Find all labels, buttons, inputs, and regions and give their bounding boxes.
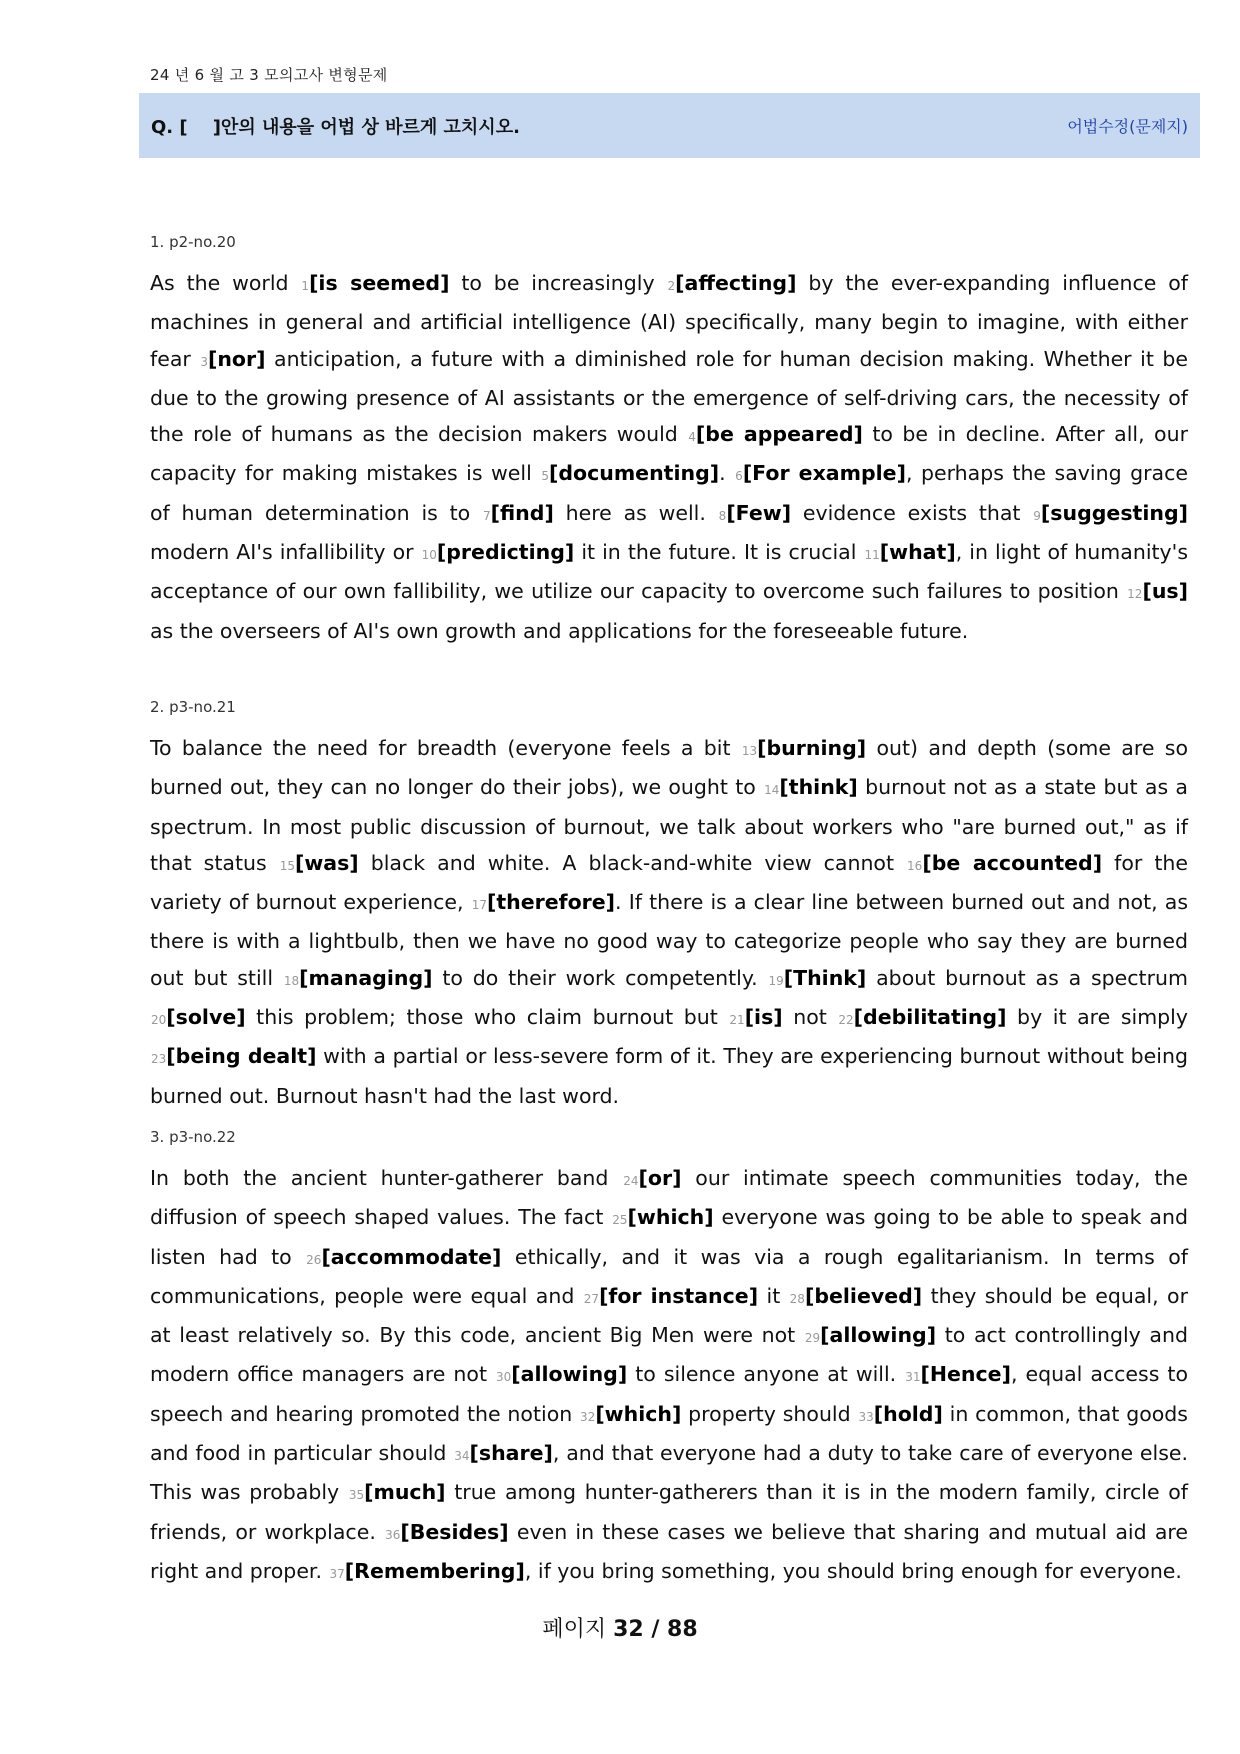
passage-text-segment: , and that everyone had a duty to take care of everyone else. This was probably <box>150 1441 1189 1505</box>
grammar-item <box>789 1284 923 1308</box>
bracketed-expression: [find] <box>490 500 554 525</box>
grammar-item <box>305 1245 501 1269</box>
bracketed-expression: [which] <box>627 1205 714 1230</box>
passage-text-segment: , perhaps the saving grace of human determination is to <box>150 461 1188 525</box>
passage-text-segment: it <box>758 1283 789 1308</box>
item-number: 22 <box>838 1013 854 1028</box>
passage-text <box>150 265 1188 649</box>
passage-text-segment: As the world <box>150 271 301 295</box>
item-number: 4 <box>688 430 696 445</box>
passage-text-segment: to be increasingly <box>449 271 667 295</box>
passage-text-segment: ethically, and it was via a rough egalitarianism. In terms of communications, people were equal and <box>150 1244 1188 1308</box>
passage-text-segment: for the variety of burnout experience, <box>150 850 1188 915</box>
grammar-item <box>718 501 791 525</box>
bracketed-expression: [Remembering] <box>344 1558 525 1583</box>
item-number: 24 <box>623 1174 639 1188</box>
item-number: 14 <box>764 783 780 798</box>
grammar-item <box>804 1323 936 1347</box>
passage-text-segment: black and white. A black-and-white view cannot <box>358 850 907 875</box>
bracketed-expression: [which] <box>595 1401 682 1426</box>
grammar-item <box>283 966 433 990</box>
bracketed-expression: [solve] <box>166 1005 246 1030</box>
passage-text-segment: this problem; those who claim burnout but <box>245 1005 729 1030</box>
page-separator: / <box>643 1617 668 1642</box>
passage-text-segment: they should be equal, or at least relatively so. By this code, ancient Big Men were not <box>150 1283 1188 1348</box>
bracketed-expression: [debilitating] <box>853 1005 1007 1030</box>
grammar-item <box>150 1005 246 1029</box>
passage-text-segment: true among hunter-gatherers than it is in the modern family, circle of friends, or workplace. <box>150 1480 1188 1544</box>
grammar-item <box>837 1005 1006 1029</box>
grammar-item <box>767 966 866 990</box>
bracketed-expression: [Few] <box>726 500 792 525</box>
bracketed-expression: [being dealt] <box>166 1044 317 1069</box>
grammar-item <box>1032 501 1188 525</box>
grammar-item <box>622 1166 681 1190</box>
bracketed-expression: [Hence] <box>920 1362 1011 1387</box>
item-number: 7 <box>482 508 491 523</box>
bracketed-expression: [managing] <box>299 965 433 990</box>
grammar-item <box>199 347 265 371</box>
passage-text-segment: by it are simply <box>1006 1005 1189 1030</box>
item-number: 32 <box>580 1409 596 1424</box>
item-number: 26 <box>306 1252 322 1267</box>
grammar-item <box>453 1441 553 1465</box>
grammar-item <box>540 461 719 485</box>
passage-text-segment: about burnout as a spectrum <box>866 965 1188 990</box>
grammar-item <box>471 890 615 914</box>
passage-text-segment: to do their work competently. <box>432 965 768 990</box>
passage-text-segment: as the overseers of AI's own growth and applications for the foreseeable future. <box>150 618 969 643</box>
item-number: 25 <box>612 1213 628 1228</box>
item-number: 27 <box>583 1291 600 1306</box>
question-banner <box>139 93 1200 158</box>
item-number: 28 <box>789 1291 805 1306</box>
bracketed-expression: [be accounted] <box>922 850 1103 875</box>
item-number: 3 <box>200 354 208 369</box>
item-number: 13 <box>741 744 758 758</box>
document-header: 24 년 6 월 고 3 모의고사 변형문제 <box>150 66 388 84</box>
item-number: 12 <box>1127 587 1143 602</box>
passage-text-segment: To balance the need for breadth (everyone feels a bit <box>150 736 741 760</box>
item-number: 33 <box>858 1409 874 1424</box>
bracketed-expression: [or] <box>638 1166 682 1190</box>
bracketed-expression: [for instance] <box>599 1283 759 1308</box>
bracketed-expression: [much] <box>364 1480 446 1505</box>
bracketed-expression: [is] <box>744 1005 783 1030</box>
bracketed-expression: [Think] <box>783 965 867 990</box>
grammar-item <box>906 851 1102 875</box>
grammar-item <box>482 501 554 525</box>
page-number <box>0 1612 1240 1643</box>
bracketed-expression: [share] <box>469 1441 553 1466</box>
item-number: 18 <box>283 973 300 988</box>
bracketed-expression: [affecting] <box>675 271 797 295</box>
item-number: 21 <box>729 1013 745 1028</box>
grammar-item <box>579 1402 681 1426</box>
grammar-item <box>734 461 906 485</box>
current-page: 32 <box>613 1617 644 1642</box>
item-number: 31 <box>905 1370 921 1385</box>
bracketed-expression: [Besides] <box>400 1519 509 1544</box>
passage-text-segment: to act controllingly and modern office managers are not <box>150 1323 1188 1387</box>
passage-text-segment: not <box>782 1005 838 1030</box>
passage-text-segment: . <box>719 461 735 486</box>
bracketed-expression: [allowing] <box>820 1323 937 1348</box>
passage-text-segment: evidence exists that <box>791 500 1033 525</box>
bracketed-expression: [think] <box>779 775 858 800</box>
item-number: 10 <box>421 548 437 563</box>
item-number: 23 <box>151 1052 167 1067</box>
grammar-item <box>763 775 858 799</box>
passage-text-segment: even in these cases we believe that sharing and mutual aid are right and proper. <box>150 1519 1188 1583</box>
grammar-item <box>904 1362 1011 1386</box>
grammar-item <box>857 1402 942 1426</box>
bracketed-expression: [accommodate] <box>321 1244 502 1269</box>
grammar-item <box>728 1005 782 1029</box>
bracketed-expression: [what] <box>879 540 956 565</box>
grammar-item <box>279 851 359 875</box>
grammar-item <box>611 1205 713 1229</box>
grammar-item <box>583 1284 758 1308</box>
bracketed-expression: [predicting] <box>436 540 575 565</box>
passage-text-segment: in common, that goods and food in particular should <box>150 1401 1188 1466</box>
passage-text-segment: to be in decline. After all, our capacity for making mistakes is well <box>150 422 1189 486</box>
passage-section-2 <box>150 698 1188 1114</box>
item-number: 37 <box>329 1566 345 1581</box>
grammar-item <box>864 540 956 564</box>
grammar-item <box>741 736 866 760</box>
bracketed-expression: [allowing] <box>511 1362 628 1387</box>
bracketed-expression: [be appeared] <box>695 422 863 447</box>
grammar-item <box>495 1362 627 1386</box>
item-number: 15 <box>279 858 295 873</box>
passage-text-segment: In both the ancient hunter-gatherer band <box>150 1166 623 1190</box>
item-number: 6 <box>735 469 743 484</box>
passage-label: 3. p3-no.22 <box>150 1128 236 1146</box>
passage-section-3 <box>150 1128 1188 1592</box>
item-number: 16 <box>907 858 923 873</box>
passage-text-segment: burnout not as a state but as a spectrum. In most public discussion of burnout, we talk about workers who "are burned out," as if that status <box>150 775 1188 875</box>
total-pages: 88 <box>667 1617 698 1642</box>
item-number: 5 <box>541 469 549 484</box>
passage-text-segment: modern AI's infallibility or <box>150 540 421 565</box>
bracketed-expression: [For example] <box>742 461 906 486</box>
passage-label: 1. p2-no.20 <box>150 233 236 251</box>
passage-text-segment: by the ever-expanding influence of machines in general and artificial intelligence (AI) specifically, many begin to imagine, with either fear <box>150 271 1189 371</box>
item-number: 1 <box>301 279 310 293</box>
item-number: 11 <box>864 548 880 563</box>
grammar-item <box>687 422 863 446</box>
passage-text-segment: our intimate speech communities today, the diffusion of speech shaped values. The fact <box>150 1166 1188 1230</box>
passage-text-segment: everyone was going to be able to speak and listen had to <box>150 1205 1188 1269</box>
passage-text <box>150 1160 1188 1592</box>
bracketed-expression: [suggesting] <box>1040 500 1188 525</box>
grammar-item <box>384 1520 509 1544</box>
grammar-item <box>150 1044 316 1068</box>
item-number: 9 <box>1033 508 1041 523</box>
bracketed-expression: [is seemed] <box>309 271 450 295</box>
grammar-item <box>421 540 575 564</box>
item-number: 17 <box>471 898 487 913</box>
grammar-item <box>329 1559 525 1583</box>
passage-text <box>150 730 1188 1114</box>
passage-label: 2. p3-no.21 <box>150 698 236 716</box>
item-number: 30 <box>496 1370 512 1385</box>
passage-text-segment: it in the future. It is crucial <box>574 540 864 565</box>
grammar-item <box>667 271 797 295</box>
passage-text-segment: property should <box>681 1401 858 1426</box>
passage-section-1 <box>150 233 1188 649</box>
bracketed-expression: [documenting] <box>548 461 720 486</box>
bracketed-expression: [therefore] <box>486 890 616 915</box>
passage-text-segment: here as well. <box>553 500 718 525</box>
bracketed-expression: [us] <box>1142 579 1188 604</box>
item-number: 8 <box>718 508 727 523</box>
grammar-item <box>348 1480 446 1504</box>
item-number: 34 <box>454 1449 470 1464</box>
passage-text-segment: , if you bring something, you should bring enough for everyone. <box>524 1558 1182 1583</box>
item-number: 29 <box>804 1331 821 1346</box>
passage-text-segment: to silence anyone at will. <box>627 1362 905 1387</box>
bracketed-expression: [nor] <box>207 346 266 371</box>
worksheet-type-label: 어법수정(문제지) <box>1067 117 1188 136</box>
bracketed-expression: [was] <box>294 850 359 875</box>
passage-text-segment: anticipation, a future with a diminished role for human decision making. Whether it be due to the growing presence of AI assistants or the emergence of self-driving cars, the necessity of the role of humans as the decision makers would <box>150 346 1188 447</box>
grammar-item <box>300 271 449 295</box>
question-instruction: Q. [ ]안의 내용을 어법 상 바르게 고치시오. <box>151 116 520 138</box>
bracketed-expression: [hold] <box>873 1401 943 1426</box>
passage-text-segment: , equal access to speech and hearing promoted the notion <box>150 1362 1188 1426</box>
item-number: 35 <box>348 1488 365 1503</box>
bracketed-expression: [believed] <box>804 1283 923 1308</box>
item-number: 19 <box>768 973 784 988</box>
item-number: 36 <box>385 1527 401 1542</box>
item-number: 20 <box>151 1013 167 1028</box>
passage-text-segment: . If there is a clear line between burned out and not, as there is with a lightbulb, then we have no good way to categorize people who say they are burned out but still <box>150 890 1188 990</box>
passage-text-segment: , in light of humanity's acceptance of our own fallibility, we utilize our capacity to overcome such failures to position <box>150 540 1188 604</box>
grammar-item <box>1126 579 1188 603</box>
bracketed-expression: [burning] <box>757 736 867 760</box>
passage-text-segment: out) and depth (some are so burned out, they can no longer do their jobs), we ought to <box>150 736 1188 800</box>
page-prefix: 페이지 <box>542 1617 614 1642</box>
item-number: 2 <box>667 279 676 293</box>
passage-text-segment: with a partial or less-severe form of it. They are experiencing burnout without being burned out. Burnout hasn't had the last word. <box>150 1044 1188 1108</box>
